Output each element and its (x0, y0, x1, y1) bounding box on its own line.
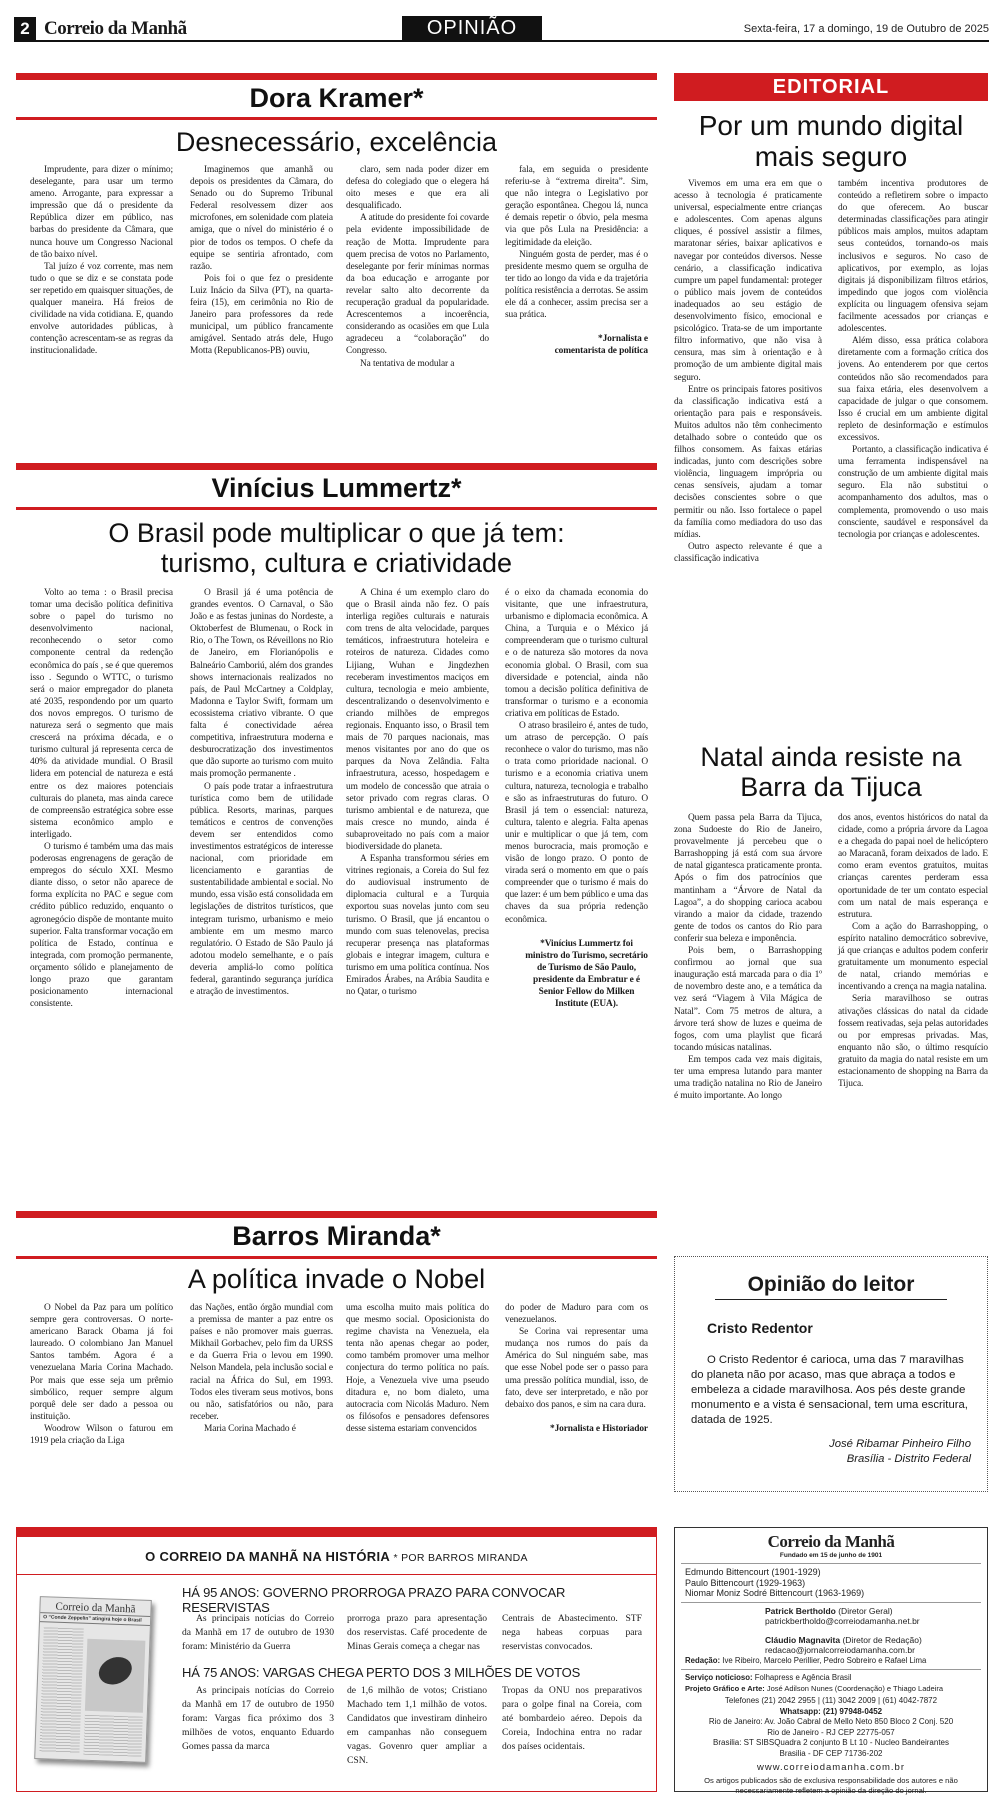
masthead-founded: Fundado em 15 de junho de 1901 (779, 1552, 883, 1559)
paragraph: O atraso brasileiro é, antes de tudo, um atraso de percepção. O país reconhece o valor do turismo, mas não o trata como prioridade nacional. O turismo e a economia criativa unem cultura, natureza, tecnologia e trabalho e são as infraestruturas do futuro. O Brasil já tem o essencial: natureza, cultura, talento e alegria. Falta apenas unir e multiplicar o que já tem, com menos burocracia, mais promoção e visão de longo prazo. O ponto de virada será o momento em que o país compreender que o turismo é mais do que lazer: é um bem público e uma das chaves da sua própria redenção econômica. (505, 721, 648, 925)
article-column (190, 587, 333, 998)
disclaimer: Os artigos publicados são de exclusiva responsabilidade dos autores e não necessariamente refletem a opinião da direção do jornal. (704, 1776, 958, 1795)
paragraph: Centrais de Abastecimento. STF nega habeas corpuas para reservistas convocados. (502, 1613, 642, 1652)
editor-name: Cláudio Magnavita (765, 1634, 841, 1645)
paragraph: Na tentativa de modular a (360, 358, 455, 369)
article-headline: Desnecessário, excelência (175, 127, 498, 157)
news-service-label: Serviço noticioso: (685, 1673, 753, 1682)
news-service-value: Folhapress e Agência Brasil (752, 1673, 852, 1682)
reader-letter-location: Brasília - Distrito Federal (846, 1453, 971, 1465)
founder: Paulo Bittencourt (1929-1963) (685, 1577, 806, 1588)
author-name: Barros Miranda* (232, 1221, 441, 1251)
author-signature: *Jornalista e Historiador (549, 1423, 648, 1434)
paragraph: Pois bem, o Barrashopping confirmou ao jornal que sua inauguração está marcada para o dia 1º de novembro deste ano, e a temática da vez será “Viagem à Vila Mágica de Natal”. Com 75 metros de altura, a árvore terá show de luzes e queima de fogos, com uma playlist que ficará tocando músicas natalinas. (674, 946, 822, 1053)
article-headline-line1: O Brasil pode multiplicar o que já tem: (108, 518, 565, 548)
paragraph: As principais notícias do Correio da Manhã em 17 de outubro de 1930 foram: Ministério da Guerra (182, 1613, 334, 1652)
zeppelin-photo (85, 1639, 145, 1713)
divider (681, 1563, 981, 1564)
graphic-design-label: Projeto Gráfico e Arte: (685, 1683, 765, 1693)
divider (681, 1669, 981, 1670)
red-rule (16, 117, 657, 120)
paragraph: Em tempos cada vez mais digitais, ter uma empresa lutando para manter uma tradição natalina no Rio de Janeiro é muito importante. Ao longo (674, 1054, 822, 1102)
paragraph: A Espanha transformou séries em vitrines regionais, a Coreia do Sul fez do audiovisual instrumento de diplomacia cultural e a Turquia exportou suas novelas junto com seu turismo. O Brasil, que já encantou o mundo com suas telenovelas, precisa recuperar presença nas plataformas globais e integrar imagem, cultura e turismo em uma política contínua. Nos Emirados Árabes, na Arábia Saudita e no Qatar, o turismo (346, 854, 489, 998)
article-column (838, 812, 988, 1090)
paragraph: do poder de Maduro para com os venezuelanos. (505, 1303, 648, 1326)
red-rule (17, 1528, 656, 1537)
image-text-block (83, 1715, 142, 1757)
founder: Edmundo Bittencourt (1901-1929) (685, 1567, 821, 1577)
paragraph: O Nobel da Paz para um político sempre gera controversas. O norte-americano Barack Obama já foi laureado. O colombiano Jan Manuel Santos também. Agora é a venezuelana Maria Corina Machado. Por mais que esse seja um prêmio simbólico, requer sempre algum porquê dele ser dado a pessoa ou instituição. (30, 1303, 173, 1422)
image-headline: O “Conde Zeppelin” atingirá hoje o Brasil (40, 1613, 150, 1626)
whatsapp: Whatsapp: (21) 97948-0452 (779, 1706, 883, 1716)
history-item-column (502, 1684, 642, 1754)
paragraph: As principais notícias do Correio da Manhã em 17 de outubro de 1950 foram: Vargas fica próximo dos 3 milhões de votos, enquanto Eduardo Gomes passa da marca (182, 1685, 334, 1752)
paragraph: A atitude do presidente foi covarde pela evidente impossibilidade de reação de Motta. Imprudente para quem precisa de votos no Parlamento, deselegante por ferir mínimas normas da boa educação e arrogante por revelar salto alto decorrente da recuperação gradual da popularidade. Acrescentemos a incoerência, considerando as ocasiões em que Lula agradeceu a “colaboração” do Congresso. (346, 213, 489, 357)
history-item-column (182, 1612, 334, 1654)
image-text-block (39, 1627, 83, 1753)
director-role: (Diretor Geral) (835, 1605, 893, 1616)
article-column (674, 812, 822, 1102)
paragraph: é o eixo da chamada economia do visitante, que une infraestrutura, urbanismo e diplomacia econômica. A China, a Turquia e o México já compreenderam que o turismo cultural e o de natureza são motores da nova economia global. O Brasil, com sua diversidade e potencial, ainda não tomou a decisão política definitiva de transformar o turismo e a economia criativa em políticas de Estado. (505, 588, 648, 719)
article-column (346, 1302, 489, 1435)
editorial-column (838, 178, 988, 541)
editorial-column (674, 178, 822, 565)
article-column (190, 1302, 333, 1435)
red-rule (16, 1256, 657, 1259)
paragraph: Woodrow Wilson o faturou em 1919 pela criação da Liga (30, 1423, 173, 1447)
article-headline-line2: turismo, cultura e criatividade (160, 548, 513, 578)
article-column (190, 164, 333, 358)
masthead-brand: Correio da Manhã (767, 1532, 895, 1551)
paragraph: fala, em seguida o presidente referiu-se à “extrema direita”. Sim, que não integra o Legislativo por geração espontânea. Chegou lá, nunca é demais repetir o óbvio, pela mesma via que pôs Lula na Presidência: a legitimidade da eleição. (505, 165, 648, 248)
article-column (346, 587, 489, 998)
director-email: patrickbertholdo@correiodamanha.net.br (765, 1616, 920, 1626)
red-rule (16, 73, 657, 80)
history-item-column (347, 1612, 487, 1654)
paragraph: claro, sem nada poder dizer em defesa do colegiado que o elegera há oito meses e que era ali desqualificado. (346, 165, 489, 212)
website-link[interactable]: www.correiodamanha.com.br (756, 1762, 906, 1773)
article-column (30, 587, 173, 1010)
paragraph: Ninguém gosta de perder, mas é o presidente mesmo quem se orgulha de ter tido ao longo da vida e da trajetória política resistência a derrotas. Se assim ele dá a conhecer, assim precisa ser a sua prática. (505, 249, 648, 321)
paragraph: Entre os principais fatores positivos da classificação indicativa está a orientação para pais e responsáveis. Muitos adultos não têm conhecimento detalhado sobre o conteúdo que os filhos consomem. As faixas etárias indicadas, junto com descrições sobre violência, linguagem imprópria ou cenas sensíveis, ajudam a tomar decisões conscientes sobre o que permitir ou não. Isso fortalece o papel da família como mediadora do uso das mídias. (674, 384, 822, 540)
paragraph: Vivemos em uma era em que o acesso à tecnologia é praticamente universal, especialmente entre crianças e adolescentes. Com apenas alguns cliques, é possível assistir a filmes, maratonar séries, baixar aplicativos e navegar por conteúdos diversos. Nesse cenário, a classificação indicativa cumpre um papel fundamental: proteger o público mais jovem de conteúdos inadequados ao seu estágio de desenvolvimento físico, emocional e psicológico. Trata-se de um importante filtro informativo, que não visa à censura, mas sim à orientação e à promoção de um ambiente digital mais seguro. (674, 179, 822, 383)
rio-cep: Rio de Janeiro - RJ CEP 22775-057 (767, 1727, 895, 1737)
article-headline: Natal ainda resiste na Barra da Tijuca (700, 742, 962, 802)
paragraph: das Nações, então órgão mundial com a premissa de manter a paz entre os países e não promover mais guerras. Mikhail Gorbachev, pelo fim da URSS e da Guerra Fria o levou em 1990. Nelson Mandela, pela inclusão social e racial na África do Sul, em 1993. Todos eles tiveram seus motivos, bons ou não, satisfatórios ou não, para receber. (190, 1303, 333, 1422)
paragraph: de 1,6 milhão de votos; Cristiano Machado tem 1,1 milhão de votos. Candidatos que investiram dinheiro em campanhas não conseguem vagas. Govenro quer ampliar a CSN. (347, 1685, 487, 1766)
author-signature: *Jornalista e comentarista de política (554, 334, 648, 357)
article-column (30, 1302, 173, 1447)
history-byline: * POR BARROS MIRANDA (393, 1552, 528, 1564)
dateline: Sexta-feira, 17 a domingo, 19 de Outubro de 2025 (743, 23, 989, 35)
editorial-headline: Por um mundo digital mais seguro (698, 110, 964, 172)
newspaper-brand: Correio da Manhã (44, 18, 187, 39)
paragraph: Outro aspecto relevante é que a classificação indicativa (674, 541, 822, 564)
paragraph: Com a ação do Barrashopping, o espírito natalino democrático sobrevive, já que crianças e adultos podem conferir gratuitamente um monumento especial de natal, criando memórias e incentivando a crença na magia natalina. (838, 921, 988, 993)
image-masthead: Correio da Manhã (40, 1600, 150, 1617)
author-name: Vinícius Lummertz* (211, 473, 462, 503)
history-box (16, 1527, 657, 1792)
article-column (30, 164, 173, 358)
paragraph: Imprudente, para dizer o mínimo; deselegante, para usar um termo ameno. Arrogante, para expressar a impressão que dá o presidente da República dizer em público, nas barbas do presidente da Câmara, que nunca houve um Congresso Nacional de tão baixo nível. (30, 165, 173, 260)
paragraph: prorroga prazo para apresentação dos reservistas. Café procedente de Minas Gerais começa a chegar nas (347, 1613, 487, 1652)
paragraph: Pois foi o que fez o presidente Luiz Inácio da Silva (PT), na quarta-feira (15), em cerimônia no Rio de Janeiro para professores da rede municipal, um público francamente amigável. Sentado atrás dele, Hugo Motta (Republicanos-PB) ouviu, (190, 273, 333, 357)
article-column (505, 1302, 648, 1435)
paragraph: Portanto, a classificação indicativa é uma ferramenta indispensável na construção de um ambiente digital mais seguro. Ela não substitui o acompanhamento dos adultos, mas o complementa, promovendo o uso mais consciente, saudável e responsável da tecnologia por crianças e adolescentes. (838, 445, 988, 540)
history-item-column (502, 1612, 642, 1654)
paragraph: também incentiva produtores de conteúdo a refletirem sobre o impacto do que oferecem. Ao buscar determinadas classificações para atingir públicos mais amplos, muitos adaptam seus conteúdos, tornando-os mais inclusivos e seguros. No caso de aplicativos, por exemplo, as lojas digitais já disponibilizam filtros etários, impedindo que jogos com violência explícita ou linguagem ofensiva sejam facilmente acessados por crianças e adolescentes. (838, 179, 988, 335)
paragraph: O país pode tratar a infraestrutura turística como bem de utilidade pública. Resorts, marinas, parques temáticos e centros de convenções devem ser entendidos como investimentos estratégicos de interesse nacional, com prioridade em licenciamento e garantias de sustentabilidade ambiental e social. No mundo, essa visão está consolidada em legislações de distritos turísticos, que integram turismo, urbanismo e meio ambiente em um mesmo marco regulatório. O Estado de São Paulo já adotou modelo semelhante, e o país deveria ampliá-lo como política federal, garantindo segurança jurídica e atração de investimentos. (190, 781, 333, 998)
editor-email: redacao@jornalcorreiodamanha.com.br (765, 1645, 915, 1655)
red-rule (16, 463, 657, 470)
divider (681, 1602, 981, 1603)
paragraph: Seria maravilhoso se outras ativações clássicas do natal da cidade fossem reativadas, seja pelas autoridades ou por empresas privadas. Mas, enquanto não são, o último resquício gratuito da magia do natal resiste em um estacionamento de shopping na Barra da Tijuca. (838, 994, 988, 1090)
page-number: 2 (14, 17, 36, 40)
paragraph: dos anos, eventos históricos do natal da cidade, como a própria árvore da Lagoa e a chegada do papai noel de helicóptero ao Maracanã, foram deixados de lado. E como eram eventos gratuitos, muitas crianças carentes perderam essa oportunidade de ter um contato especial com um natal de mais esperança e estrutura. (838, 813, 988, 920)
paragraph: uma escolha muito mais política do que mesmo social. Oposicionista do regime chavista na Venezuela, ela tenta não apenas chegar ao poder, como também promover uma melhor conjectura do termo política no país. Hoje, a Venezuela vive uma pseudo ditadura e, no bom dialeto, uma autocracia com Nicolás Maduro. Nem os filósofos e pensadores defensores desse sistema estariam convencidos (346, 1303, 489, 1434)
reader-letter-text: O Cristo Redentor é carioca, uma das 7 maravilhas do planeta não por acaso, mas que abraça a todos e embeleza a cidade maravilhosa. Aos pés deste grande monumento e a vista é sensacional, tem uma escritura, datada de 1925. (691, 1354, 968, 1426)
article-column (505, 164, 648, 357)
reader-letter-subtitle: Cristo Redentor (707, 1320, 813, 1336)
brasilia-address: Brasilia: ST SIBSQuadra 2 conjunto B Lt 10 - Nucleo Bandeirantes (713, 1738, 949, 1747)
editor-info (675, 1635, 987, 1656)
director-name: Patrick Bertholdo (765, 1605, 836, 1616)
article-column (505, 587, 648, 1010)
paragraph: A China é um exemplo claro do que o Brasil ainda não fez. O país interliga regiões culturais e naturais com trens de alta velocidade, parques temáticos, infraestrutura hoteleira e roteiros de natureza. Cidades como Lijiang, Wuhan e Jingdezhen receberam investimentos maciços em cultura, tecnologia e meio ambiente, descentralizando o desenvolvimento e criando milhões de empregos regionais. Enquanto isso, o Brasil tem mais de 70 parques nacionais, mas menos visitantes por ano do que os parques da Nova Zelândia. Falta infraestrutura, acesso, hospedagem e um modelo de concessão que atraia o setor privado com regras claras. O turismo ambiental e de natureza, que mais cresce no mundo, ainda é subaproveitado no país com a maior biodiversidade do planeta. (346, 588, 489, 852)
newsroom-staff (675, 1656, 987, 1667)
rio-address: Rio de Janeiro: Av. João Cabral de Mello Neto 850 Bloco 2 Conj. 520 (708, 1717, 954, 1726)
author-name: Dora Kramer* (249, 83, 424, 113)
founders-list (675, 1567, 987, 1599)
editor-role: (Diretor de Redação) (840, 1634, 922, 1645)
newsroom-names: Ive Ribeiro, Marcelo Perillier, Pedro Sobreiro e Rafael Lima (720, 1655, 927, 1665)
history-item-headline: HÁ 75 ANOS: VARGAS CHEGA PERTO DOS 3 MILHÕES DE VOTOS (182, 1665, 581, 1680)
paragraph: Tal juízo é voz corrente, mas nem tudo o que se diz e se constata pode ser repetido em quaisquer situações, de qualquer maneira. Há freios de civilidade na vida cotidiana. E, quando envolve autoridades públicas, à contenção acrescentam-se as regras da institucionalidade. (30, 261, 173, 357)
history-title-text: O CORREIO DA MANHÃ NA HISTÓRIA (145, 1549, 390, 1564)
paragraph: O Brasil já é uma potência de grandes eventos. O Carnaval, o São João e as festas juninas do Nordeste, a Oktoberfest de Blumenau, o Rock in Rio, o The Town, os Réveillons no Rio de Janeiro, em Florianópolis e Balneário Camboriú, além dos grandes shows internacionais realizados no país, de Paul McCartney a Coldplay, Madonna e Taylor Swift, formam um ecossistema criativo vibrante. O que falta é conectividade aérea competitiva, infraestrutura moderna e desburocratização dos investimentos que dão suporte ao turismo com muito mais promoção permanente . (190, 588, 333, 780)
phones: Telefones (21) 2042 2955 | (11) 3042 2009 | (61) 4042-7872 (724, 1696, 938, 1705)
section-label: OPINIÃO (402, 16, 542, 40)
article-headline: A política invade o Nobel (187, 1264, 486, 1294)
reader-opinion-title: Opinião do leitor (715, 1271, 947, 1300)
paragraph: Além disso, essa prática colabora diretamente com a formação crítica dos jovens. Ao entenderem por que certos conteúdos não são recomendados para sua faixa etária, eles desenvolvem a capacidade de julgar o que consomem. Isso é crucial em um ambiente digital repleto de desinformação e estímulos excessivos. (838, 336, 988, 443)
paragraph: Tropas da ONU nos preparativos para o golpe final na Coreia, com até bombardeio aéreo. Depois da Coreia, Indochina entra no radar dos países ocidentais. (502, 1685, 642, 1752)
paragraph: Maria Corina Machado é (204, 1423, 296, 1434)
article-column (346, 164, 489, 370)
newsroom-label: Redação: (685, 1655, 721, 1665)
paragraph: Se Corina vai representar uma mudança nos rumos do país da América do Sul ninguém sabe, mas que esse Nobel pode ser o passo para uma pressão política mundial, isso, de fato, deve ser interpretado, e não por debaixo dos panos, e sim na cara dura. (505, 1327, 648, 1410)
paragraph: O turismo é também uma das mais poderosas engrenagens de geração de empregos do século XXI. Mesmo diante disso, o setor não aparece de forma explícita no PAC e segue com crédito público reduzido, enquanto o agronegócio dispõe de montante muito superior. Falta transformar vocação em política de Estado, contínua e integrada, com promoção permanente, orçamento sólido e planejamento de longo prazo que garantam posicionamento internacional consistente. (30, 841, 173, 1010)
paragraph: Imaginemos que amanhã ou depois os presidentes da Câmara, do Senado ou do Supremo Tribunal Federal resolvessem dizer aos microfones, em solenidade com plateia amiga, que o nível do ministério é o pior de todos os tempos. O chefe da equipe se sentiria afrontado, com razão. (190, 165, 333, 272)
history-item-column (347, 1684, 487, 1768)
news-service (675, 1673, 987, 1684)
reader-letter-author: José Ribamar Pinheiro Filho (829, 1438, 971, 1450)
masthead-box (674, 1527, 988, 1795)
author-signature: *Vinícius Lummertz foi ministro do Turismo, secretário de Turismo de São Paulo, presidente da Embratur e é Senior Fellow do Milken Institute (EUA). (525, 938, 648, 1010)
history-title (17, 1537, 656, 1575)
history-item-headline: HÁ 95 ANOS: GOVERNO PRORROGA PRAZO PARA CONVOCAR RESERVISTAS (182, 1585, 566, 1615)
red-rule (16, 1211, 657, 1218)
historic-front-page-image (34, 1596, 152, 1763)
director-info (675, 1606, 987, 1627)
founder: Niomar Moniz Sodré Bittencourt (1963-1969) (685, 1588, 865, 1598)
editorial-label: EDITORIAL (674, 73, 988, 101)
paragraph: Volto ao tema : o Brasil precisa tomar uma decisão política definitiva sobre o papel do turismo no desenvolvimento nacional, reconhecendo o setor como componente central da redenção econômica do país , se é que queremos isso . Segundo o WTTC, o turismo será o maior empregador do planeta até 2035, respondendo por um quarto dos novos empregos. O turismo de natureza será o segmento que mais crescerá na próxima década, e o turismo cultural já representa cerca de 40% da atividade mundial. O Brasil lidera em potencial de natureza e está entre os dez maiores potenciais culturais do planeta, mas ainda carece de compreensão estratégica sobre esse sistema econômico amplo e interligado. (30, 588, 173, 840)
history-item-column (182, 1684, 334, 1754)
brasilia-cep: Brasilia - DF CEP 71736-202 (779, 1748, 883, 1758)
red-rule (16, 507, 657, 510)
paragraph: Quem passa pela Barra da Tijuca, zona Sudoeste do Rio de Janeiro, provavelmente já percebeu que o Barrashopping já está com sua árvore de natal gigantesca praticamente pronta. Após o fim dos patrocínios que mantinham a “Árvore de Natal da Lagoa”, a do shopping carioca acabou virando a maior da cidade, trazendo gente de todos os cantos do Rio para conferir sua beleza e imponência. (674, 813, 822, 944)
graphic-design-value: José Adilson Nunes (Coordenação) e Thiago Ladeira (764, 1683, 944, 1693)
reader-opinion-box (674, 1256, 988, 1492)
graphic-design-credit (675, 1684, 987, 1695)
